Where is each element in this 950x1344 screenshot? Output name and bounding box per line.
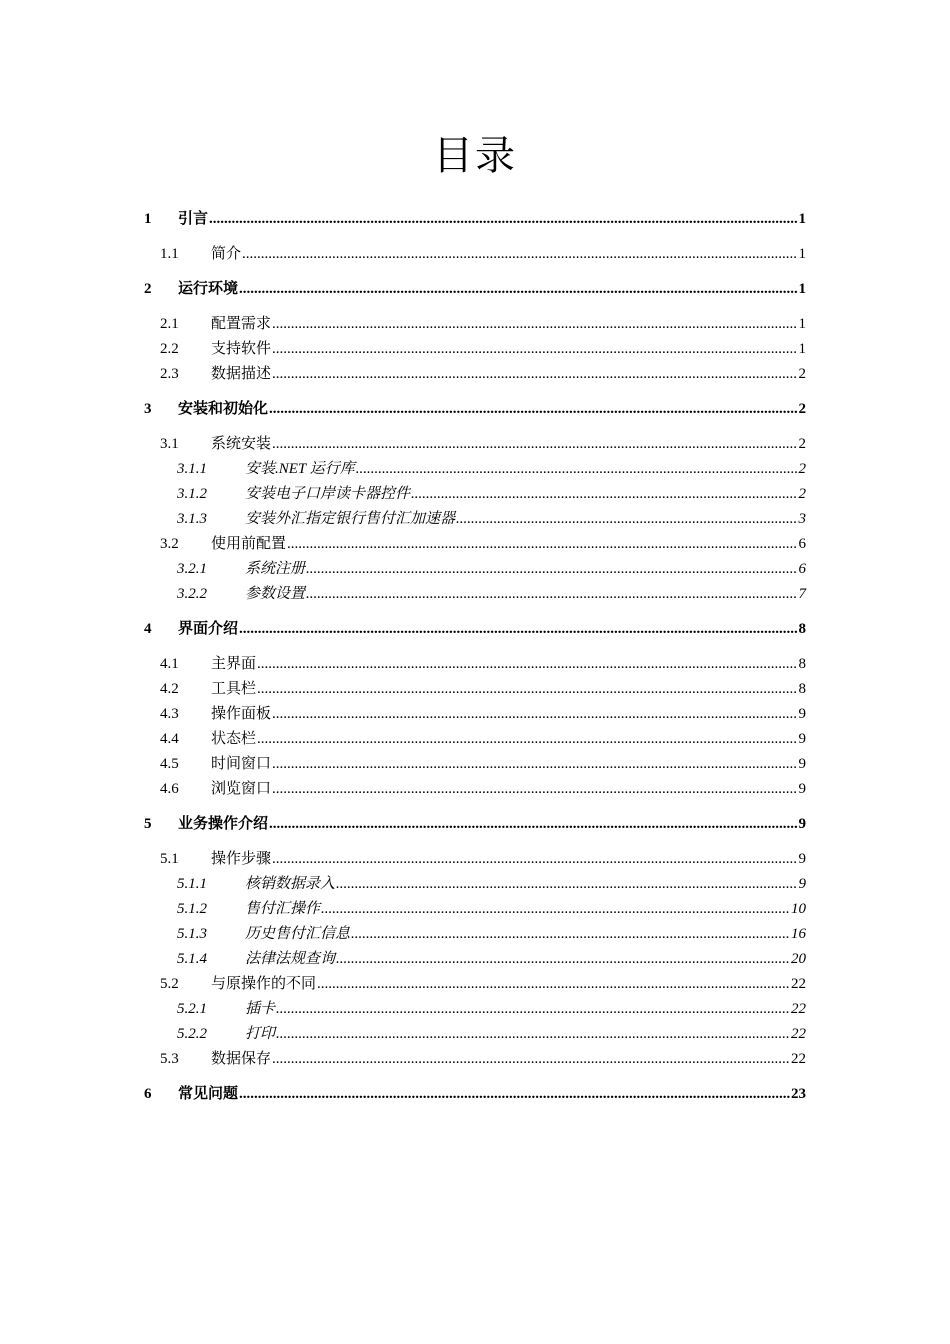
dot-leader — [239, 617, 797, 642]
toc-entry-4-3[interactable] — [144, 702, 806, 727]
toc-entry-4[interactable] — [144, 617, 806, 642]
toc-entry-label: 核销数据录入 — [245, 876, 336, 892]
toc-entry-5-2-1[interactable] — [144, 997, 806, 1022]
toc-entry-number: 3 — [144, 401, 152, 417]
toc-entry-label: 安装外汇指定银行售付汇加速器 — [245, 511, 456, 527]
toc-entry-page-number: 6 — [798, 561, 806, 577]
toc-entry-label: 打印 — [245, 1026, 276, 1042]
toc-entry-page-number: 22 — [791, 1026, 806, 1042]
toc-entry-page-number: 1 — [798, 316, 806, 332]
dot-leader — [411, 482, 797, 507]
toc-entry-page-number: 9 — [798, 876, 806, 892]
dot-leader — [456, 507, 797, 532]
toc-entry-5-3[interactable] — [144, 1047, 806, 1072]
toc-entry-page-number: 1 — [798, 246, 806, 262]
dot-leader — [272, 702, 797, 727]
toc-entry-6[interactable] — [144, 1082, 806, 1107]
dot-leader — [272, 337, 797, 362]
dot-leader — [272, 752, 797, 777]
dot-leader — [239, 1082, 790, 1107]
toc-entry-number: 4.4 — [160, 731, 179, 747]
toc-entry-label: 状态栏 — [211, 731, 257, 747]
toc-entry-number: 5.2.2 — [177, 1026, 207, 1042]
toc-entry-number: 5 — [144, 816, 152, 832]
toc-entry-label: 系统注册 — [245, 561, 306, 577]
toc-entry-3-1[interactable] — [144, 432, 806, 457]
toc-entry-2-3[interactable] — [144, 362, 806, 387]
toc-entry-page-number: 9 — [798, 756, 806, 772]
toc-entry-number: 5.2.1 — [177, 1001, 207, 1017]
toc-entry-page-number: 8 — [798, 621, 806, 637]
dot-leader — [306, 582, 797, 607]
toc-entry-page-number: 9 — [798, 781, 806, 797]
toc-entry-number: 2.1 — [160, 316, 179, 332]
toc-entry-number: 4.6 — [160, 781, 179, 797]
toc-entry-5-2[interactable] — [144, 972, 806, 997]
toc-entry-page-number: 22 — [791, 1001, 806, 1017]
toc-entry-1-1[interactable] — [144, 242, 806, 267]
toc-entry-label: 数据描述 — [211, 366, 272, 382]
toc-entry-number: 3.1.1 — [177, 461, 207, 477]
toc-entry-page-number: 9 — [798, 816, 806, 832]
toc-entry-page-number: 20 — [791, 951, 806, 967]
toc-entry-number: 5.1.3 — [177, 926, 207, 942]
dot-leader — [209, 207, 797, 232]
toc-entry-number: 3.2.2 — [177, 586, 207, 602]
toc-entry-page-number: 2 — [798, 461, 806, 477]
toc-entry-page-number: 10 — [791, 901, 806, 917]
toc-entry-page-number: 1 — [798, 211, 806, 227]
toc-entry-page-number: 16 — [791, 926, 806, 942]
toc-entry-label: 主界面 — [211, 656, 257, 672]
toc-entry-5-2-2[interactable] — [144, 1022, 806, 1047]
dot-leader — [257, 652, 797, 677]
toc-entry-label: 与原操作的不同 — [211, 976, 317, 992]
toc-entry-number: 2 — [144, 281, 152, 297]
dot-leader — [269, 397, 797, 422]
toc-entry-label: 引言 — [178, 211, 209, 227]
toc-entry-page-number: 1 — [798, 281, 806, 297]
toc-entry-label: 界面介绍 — [178, 621, 239, 637]
toc-entry-page-number: 9 — [798, 706, 806, 722]
toc-entry-number: 6 — [144, 1086, 152, 1102]
toc-entry-number: 3.2.1 — [177, 561, 207, 577]
dot-leader — [336, 947, 790, 972]
dot-leader — [287, 532, 797, 557]
dot-leader — [257, 727, 797, 752]
toc-entry-4-2[interactable] — [144, 677, 806, 702]
toc-entry-label: 法律法规查询 — [245, 951, 336, 967]
toc-entry-number: 4 — [144, 621, 152, 637]
toc-entry-5-1-1[interactable] — [144, 872, 806, 897]
dot-leader — [272, 777, 797, 802]
toc-entry-label: 操作步骤 — [211, 851, 272, 867]
dot-leader — [272, 362, 797, 387]
toc-entry-number: 5.1 — [160, 851, 179, 867]
toc-entry-number: 3.1.2 — [177, 486, 207, 502]
toc-entry-5-1-4[interactable] — [144, 947, 806, 972]
toc-entry-2-2[interactable] — [144, 337, 806, 362]
toc-entry-4-1[interactable] — [144, 652, 806, 677]
toc-entry-3-1-2[interactable] — [144, 482, 806, 507]
toc-entry-4-4[interactable] — [144, 727, 806, 752]
dot-leader — [272, 312, 797, 337]
toc-entry-number: 4.1 — [160, 656, 179, 672]
toc-entry-label: 操作面板 — [211, 706, 272, 722]
toc-entry-3-2[interactable] — [144, 532, 806, 557]
toc-entry-3-1-1[interactable] — [144, 457, 806, 482]
dot-leader — [321, 897, 790, 922]
toc-entry-label: 常见问题 — [178, 1086, 239, 1102]
toc-entry-number: 5.1.1 — [177, 876, 207, 892]
toc-entry-3-1-3[interactable] — [144, 507, 806, 532]
toc-entry-label: 简介 — [211, 246, 242, 262]
toc-entry-label: 历史售付汇信息 — [245, 926, 351, 942]
toc-entry-page-number: 22 — [791, 1051, 806, 1067]
toc-entry-label: 安装.NET 运行库 — [245, 461, 355, 477]
toc-entry-label: 数据保存 — [211, 1051, 272, 1067]
dot-leader — [351, 922, 790, 947]
toc-entry-label: 运行环境 — [178, 281, 239, 297]
toc-entry-label: 时间窗口 — [211, 756, 272, 772]
toc-entry-page-number: 2 — [798, 366, 806, 382]
toc-entry-number: 5.1.4 — [177, 951, 207, 967]
toc-entry-5-1[interactable] — [144, 847, 806, 872]
toc-entry-2[interactable] — [144, 277, 806, 302]
toc-entry-label: 安装和初始化 — [178, 401, 269, 417]
toc-entry-label: 配置需求 — [211, 316, 272, 332]
toc-entry-page-number: 8 — [798, 656, 806, 672]
toc-entry-label: 使用前配置 — [211, 536, 287, 552]
dot-leader — [257, 677, 797, 702]
toc-entry-page-number: 23 — [791, 1086, 806, 1102]
toc-entry-number: 2.2 — [160, 341, 179, 357]
toc-entry-label: 参数设置 — [245, 586, 306, 602]
toc-entry-label: 系统安装 — [211, 436, 272, 452]
toc-entry-label: 浏览窗口 — [211, 781, 272, 797]
toc-entry-2-1[interactable] — [144, 312, 806, 337]
toc-entry-page-number: 2 — [798, 436, 806, 452]
toc-entry-5-1-2[interactable] — [144, 897, 806, 922]
toc-entry-4-6[interactable] — [144, 777, 806, 802]
toc-entry-label: 插卡 — [245, 1001, 276, 1017]
dot-leader — [272, 432, 797, 457]
dot-leader — [272, 847, 797, 872]
toc-entry-4-5[interactable] — [144, 752, 806, 777]
toc-entry-label: 工具栏 — [211, 681, 257, 697]
dot-leader — [276, 1022, 790, 1047]
toc-entry-page-number: 3 — [798, 511, 806, 527]
dot-leader — [317, 972, 790, 997]
dot-leader — [336, 872, 797, 897]
dot-leader — [239, 277, 797, 302]
toc-entry-number: 5.2 — [160, 976, 179, 992]
table-of-contents — [144, 207, 806, 1107]
toc-entry-page-number: 22 — [791, 976, 806, 992]
toc-entry-number: 1.1 — [160, 246, 179, 262]
toc-entry-number: 5.3 — [160, 1051, 179, 1067]
toc-entry-3[interactable] — [144, 397, 806, 422]
toc-entry-number: 4.2 — [160, 681, 179, 697]
dot-leader — [272, 1047, 790, 1072]
toc-entry-label: 支持软件 — [211, 341, 272, 357]
toc-entry-3-2-2[interactable] — [144, 582, 806, 607]
toc-entry-page-number: 2 — [798, 486, 806, 502]
toc-entry-5-1-3[interactable] — [144, 922, 806, 947]
toc-entry-number: 4.5 — [160, 756, 179, 772]
toc-entry-page-number: 2 — [798, 401, 806, 417]
dot-leader — [269, 812, 797, 837]
toc-entry-page-number: 1 — [798, 341, 806, 357]
toc-entry-number: 3.2 — [160, 536, 179, 552]
toc-entry-page-number: 9 — [798, 731, 806, 747]
toc-entry-page-number: 6 — [798, 536, 806, 552]
toc-entry-3-2-1[interactable] — [144, 557, 806, 582]
toc-entry-5[interactable] — [144, 812, 806, 837]
toc-entry-number: 2.3 — [160, 366, 179, 382]
toc-entry-number: 3.1 — [160, 436, 179, 452]
toc-entry-label: 售付汇操作 — [245, 901, 321, 917]
dot-leader — [356, 457, 798, 482]
toc-entry-number: 4.3 — [160, 706, 179, 722]
toc-entry-label: 安装电子口岸读卡器控件 — [245, 486, 411, 502]
toc-entry-page-number: 7 — [798, 586, 806, 602]
toc-entry-number: 1 — [144, 211, 152, 227]
toc-title: 目录 — [433, 133, 517, 179]
toc-entry-1[interactable] — [144, 207, 806, 232]
dot-leader — [242, 242, 797, 267]
toc-entry-page-number: 8 — [798, 681, 806, 697]
toc-entry-number: 5.1.2 — [177, 901, 207, 917]
toc-entry-number: 3.1.3 — [177, 511, 207, 527]
toc-entry-page-number: 9 — [798, 851, 806, 867]
toc-entry-label: 业务操作介绍 — [178, 816, 269, 832]
dot-leader — [276, 997, 790, 1022]
dot-leader — [306, 557, 797, 582]
